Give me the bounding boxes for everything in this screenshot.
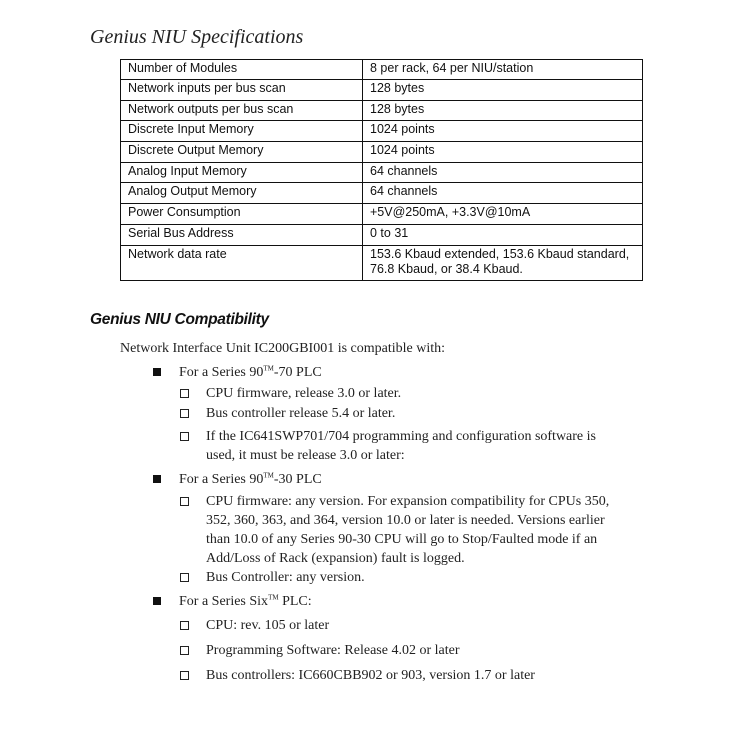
- table-row: [121, 121, 643, 142]
- spec-value: 64 channels: [363, 163, 643, 183]
- compatibility-intro: Network Interface Unit IC200GBI001 is compatible with:: [120, 341, 446, 356]
- table-row: [121, 101, 643, 121]
- spec-value: 153.6 Kbaud extended, 153.6 Kbaud standard, 76.8 Kbaud, or 38.4 Kbaud.: [363, 246, 643, 281]
- spec-value: 128 bytes: [363, 80, 643, 101]
- table-row: [121, 225, 643, 246]
- spec-label: Serial Bus Address: [121, 225, 363, 246]
- table-row: [121, 80, 643, 101]
- spec-value: 64 channels: [363, 183, 643, 204]
- spec-label: Number of Modules: [121, 60, 363, 80]
- table-row: [121, 60, 643, 80]
- compatibility-item: Programming Software: Release 4.02 or later: [206, 643, 460, 658]
- spec-value: 8 per rack, 64 per NIU/station: [363, 60, 643, 80]
- plc-series-heading: [179, 363, 322, 382]
- plc-series-text: For a Series Six: [179, 594, 269, 609]
- plc-series-suffix: PLC:: [278, 594, 312, 609]
- compatibility-item: If the IC641SWP701/704 programming and configuration software is used, it must be release 3.0 or later:: [206, 429, 596, 463]
- table-row: [121, 246, 643, 281]
- spec-label: Network inputs per bus scan: [121, 80, 363, 101]
- spec-value: +5V@250mA, +3.3V@10mA: [363, 204, 643, 225]
- table-row: [121, 204, 643, 225]
- spec-value: 128 bytes: [363, 101, 643, 121]
- square-bullet-icon: [153, 368, 161, 376]
- spec-value: 0 to 31: [363, 225, 643, 246]
- checkbox-bullet-icon: [180, 389, 189, 398]
- checkbox-bullet-icon: [180, 409, 189, 418]
- spec-label: Network data rate: [121, 246, 363, 281]
- spec-label: Discrete Output Memory: [121, 142, 363, 163]
- checkbox-bullet-icon: [180, 646, 189, 655]
- compatibility-item: CPU: rev. 105 or later: [206, 618, 330, 633]
- square-bullet-icon: [153, 475, 161, 483]
- spec-label: Analog Input Memory: [121, 163, 363, 183]
- checkbox-bullet-icon: [180, 573, 189, 582]
- compatibility-title: Genius NIU Compatibility: [90, 311, 269, 328]
- spec-label: Analog Output Memory: [121, 183, 363, 204]
- compatibility-item: CPU firmware: any version. For expansion compatibility for CPUs 350, 352, 360, 363, and 364, version 10.0 or later is needed. Versions earlier than 10.0 of any Series 90-30 CPU will go to Stop/Faulted mode if an Add/Loss of Rack (expansion) fault is logged.: [206, 494, 610, 566]
- table-row: [121, 183, 643, 204]
- compatibility-item: Bus Controller: any version.: [206, 570, 365, 585]
- spec-label: Discrete Input Memory: [121, 121, 363, 142]
- checkbox-bullet-icon: [180, 621, 189, 630]
- compatibility-item: Bus controllers: IC660CBB902 or 903, version 1.7 or later: [206, 668, 535, 683]
- checkbox-bullet-icon: [180, 432, 189, 441]
- specifications-table-body: [121, 60, 643, 281]
- table-row: [121, 142, 643, 163]
- table-row: [121, 163, 643, 183]
- plc-series-text: For a Series 90: [179, 365, 264, 380]
- trademark-mark: TM: [268, 593, 279, 602]
- compatibility-item: CPU firmware, release 3.0 or later.: [206, 386, 402, 401]
- spec-label: Network outputs per bus scan: [121, 101, 363, 121]
- checkbox-bullet-icon: [180, 671, 189, 680]
- plc-series-suffix: -70 PLC: [273, 365, 322, 380]
- spec-value: 1024 points: [363, 142, 643, 163]
- trademark-mark: TM: [263, 471, 274, 480]
- compatibility-item: Bus controller release 5.4 or later.: [206, 406, 396, 421]
- specifications-table: [120, 59, 643, 281]
- checkbox-bullet-icon: [180, 497, 189, 506]
- trademark-mark: TM: [263, 364, 274, 373]
- plc-series-heading: [179, 592, 312, 611]
- page-title: Genius NIU Specifications: [90, 26, 304, 48]
- plc-series-suffix: -30 PLC: [273, 472, 322, 487]
- plc-series-heading: [179, 470, 322, 489]
- square-bullet-icon: [153, 597, 161, 605]
- plc-series-text: For a Series 90: [179, 472, 264, 487]
- spec-label: Power Consumption: [121, 204, 363, 225]
- spec-value: 1024 points: [363, 121, 643, 142]
